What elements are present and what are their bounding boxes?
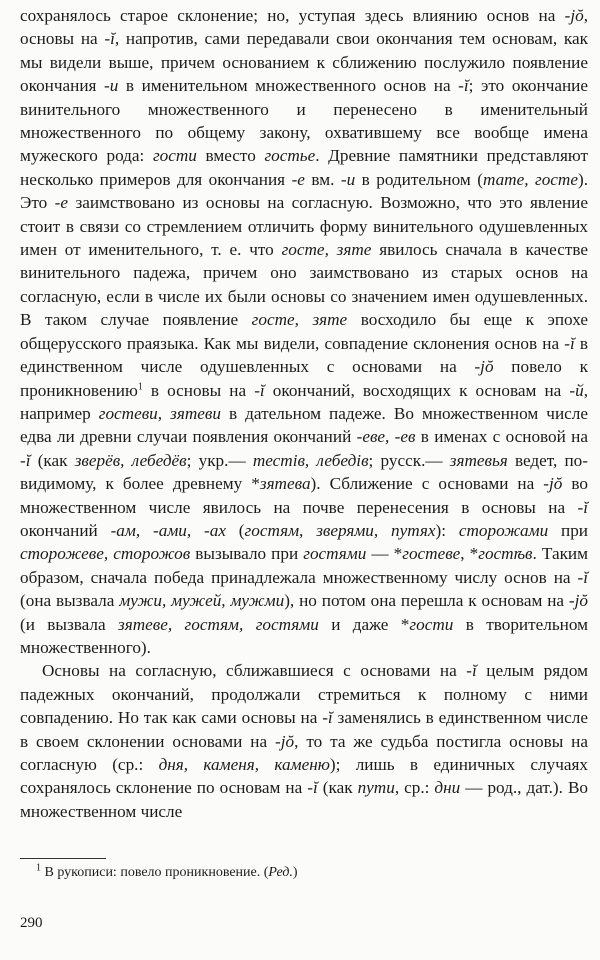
page-number: 290 [20,915,43,931]
footnote: $^1$ В рукописи: повело проникновение. (Ред.) [36,862,298,880]
paragraph-1: сохранялось старое склонение; но, уступая здесь влиянию основ на -jŏ, основы на -ĭ, напротив, сами передавали свои окончания тем основам, как мы видели выше, причем основанием к сближению послужило появление окончания -и в именительном множественного основ на -ĭ; это окончание винительного множественного и перенесено в именительный множественного по общему закону, охватившему все вообще имена мужеского рода: гости вместо гостье. Древние памятники представляют несколько примеров для окончания -е вм. -и в родительном (тате, госте). Это -е заимствовано из основы на согласную. Возможно, что это явление стоит в связи со стремлением отличить форму винительного одушевленных имен от именительного, т. е. что госте, зяте явилось сначала в качестве винительного падежа, причем оно заимствовано из старых основ на согласную, если в числе их были основы со значением имен одушевленных. В таком случае появление госте, зяте восходило бы еще к эпохе общерусского праязыка. Как мы видели, совпадение склонения основ на -ĭ в единственном числе одушевленных с основами на -jŏ повело к проникновению$^1$ в основы на -ĭ окончаний, восходящих к основам на -й, например гостеви, зятеви в дательном падеже. Во множественном числе едва ли древни случаи появления окончаний -еве, -ев в именах с основой на -ĭ (как зверёв, лебедёв; укр.— тестів, лебедів; русск.— зятевья ведет, по-видимому, к более древнему *зятева). Сближение с основами на -jŏ во множественном числе явилось на почве перенесения в основы на -ĭ окончаний -ам, -ами, -ах (гостям, зверями, путях): сторожами при сторожеве, сторожов вызывало при гостями — *гостеве, *гостѣв. Таким образом, сначала победа принадлежала множественному числу основ на -ĭ (она вызвала мужи, мужей, мужми), но потом она перешла к основам на -jŏ (и вызвала зятеве, гостям, гостями и даже *гости в творительном множественного). [20,6,589,657]
paragraph-2: Основы на согласную, сближавшиеся с основами на -ĭ целым рядом падежных окончаний, продолжали стремиться к полному с ними совпадению. Но так как сами основы на -ĭ заменялись в единственном числе в своем склонении основами на -jŏ, то та же судьба постигла основы на согласную (ср.: дня, каменя, камeню); лишь в единичных случаях сохранялось склонение по основам на -ĭ (как пути, ср.: дни — род., дат.). Во множественном числе [20,661,589,821]
body-text [20,4,588,823]
footnote-rule [20,858,106,859]
